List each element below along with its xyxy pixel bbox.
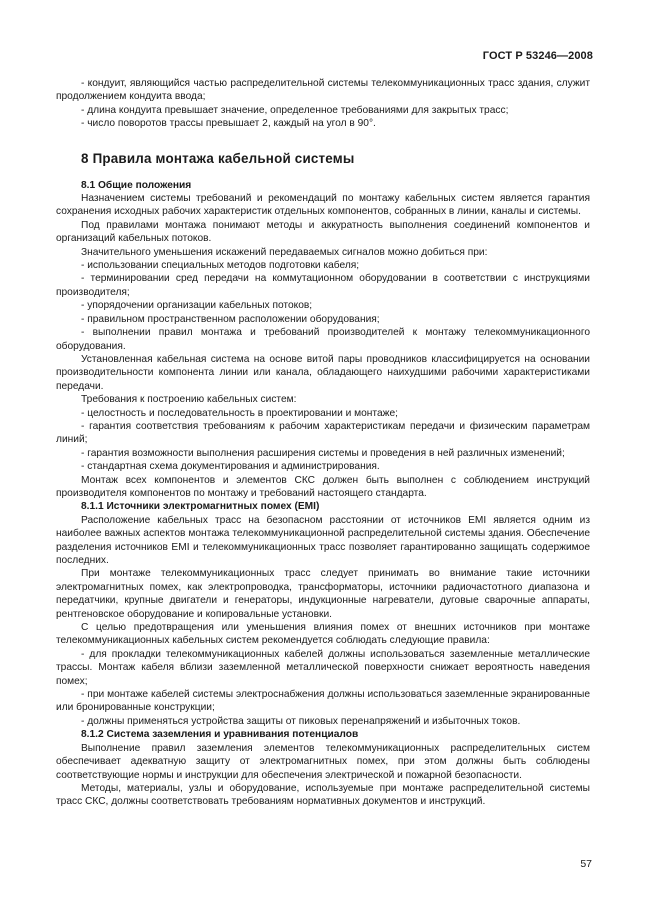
paragraph: - кондуит, являющийся частью распределительной системы телекоммуникационных трасс здания, служит продолжением кондуита ввода; bbox=[56, 78, 590, 103]
list-item: - использовании специальных методов подготовки кабеля; bbox=[81, 260, 360, 272]
list-item: - целостность и последовательность в проектировании и монтаже; bbox=[81, 407, 398, 419]
paragraph: Значительного уменьшения искажений передаваемых сигналов можно добиться при: bbox=[81, 246, 488, 258]
paragraph: Методы, материалы, узлы и оборудование, используемые при монтаже распределительной системы трасс СКС, должны соответствовать требованиям нормативных документов и инструкций. bbox=[56, 782, 590, 808]
paragraph: - длина кондуита превышает значение, определенное требованиями для закрытых трасс; bbox=[81, 104, 509, 116]
paragraph: Выполнение правил заземления элементов телекоммуникационных распределительных систем обеспечивает адекватную защиту от электромагнитных помех, при этом должны быть соблюдены соответствующие нормы и инструкции для обеспечения электрической и пожарной безопасности. bbox=[56, 742, 590, 781]
list-item: - гарантия возможности выполнения расширения системы и проведения в ней различных изменений; bbox=[81, 447, 565, 459]
paragraph: Расположение кабельных трасс на безопасном расстоянии от источников EMI является одним из наиболее важных аспектов монтажа телекоммуникационной распределительной системы здания. Обеспечение разделения источников EMI и телекоммуникационных трасс позволяет гарантированно защищать содержимое последних. bbox=[56, 514, 590, 566]
paragraph: Установленная кабельная система на основе витой пары проводников классифицируется на основании производительности компонента линии или канала, обладающего наихудшими рабочими характеристиками передачи. bbox=[56, 353, 590, 392]
list-item: - правильном пространственном расположении оборудования; bbox=[81, 313, 380, 325]
subsection-heading: 8.1.2 Система заземления и уравнивания потенциалов bbox=[81, 729, 359, 741]
list-item: - для прокладки телекоммуникационных кабелей должны использоваться заземленные металлические трассы. Монтаж кабеля вблизи заземленной металлической поверхности снижает вероятность наведения помех; bbox=[56, 648, 590, 687]
paragraph: Под правилами монтажа понимают методы и аккуратность выполнения соединений компонентов и организаций кабельных потоков. bbox=[56, 219, 590, 245]
paragraph: Монтаж всех компонентов и элементов СКС должен быть выполнен с соблюдением инструкций производителя компонентов по монтажу и требований настоящего стандарта. bbox=[56, 474, 590, 499]
paragraph: С целью предотвращения или уменьшения влияния помех от внешних источников при монтаже телекоммуникационных кабельных систем рекомендуется соблюдать следующие правила: bbox=[56, 622, 590, 647]
list-item: - должны применяться устройства защиты от пиковых перенапряжений и избыточных токов. bbox=[81, 715, 521, 727]
paragraph: При монтаже телекоммуникационных трасс следует принимать во внимание такие источники электромагнитных помех, как электропроводка, трансформаторы, источники радиочастотного диапазона и передатчики, крупные двигатели и генераторы, индукционные нагреватели, дуговые сварочные аппараты, рентгеновское оборудование и копировальные установки. bbox=[56, 568, 590, 620]
subsection-heading: 8.1 Общие положения bbox=[81, 179, 192, 191]
list-item: - упорядочении организации кабельных потоков; bbox=[81, 300, 313, 312]
list-item: - гарантия соответствия требованиям к рабочим характеристикам передачи и физическим параметрам линий; bbox=[56, 420, 590, 446]
document-standard-header: ГОСТ Р 53246—2008 bbox=[482, 50, 593, 62]
subsection-heading: 8.1.1 Источники электромагнитных помех (EMI) bbox=[81, 501, 320, 513]
paragraph: - число поворотов трассы превышает 2, каждый на угол в 90°. bbox=[81, 118, 376, 130]
list-item: - при монтаже кабелей системы электроснабжения должны использоваться заземленные экранированные или бронированные конструкции; bbox=[56, 689, 590, 714]
list-item: - терминировании сред передачи на коммутационном оборудовании в соответствии с инструкциями производителя; bbox=[56, 273, 590, 298]
section-heading: 8 Правила монтажа кабельной системы bbox=[81, 150, 355, 166]
page-number: 57 bbox=[580, 858, 592, 870]
page-body bbox=[56, 77, 590, 809]
paragraph: Требования к построению кабельных систем: bbox=[81, 394, 297, 406]
list-item: - стандартная схема документирования и администрирования. bbox=[81, 461, 380, 473]
list-item: - выполнении правил монтажа и требований производителей к монтажу телекоммуникационного оборудования. bbox=[56, 327, 590, 352]
paragraph: Назначением системы требований и рекомендаций по монтажу кабельных систем является гарантия сохранения исходных рабочих характеристик отдельных компонентов, собранных в линии, каналы и системы. bbox=[56, 193, 590, 218]
